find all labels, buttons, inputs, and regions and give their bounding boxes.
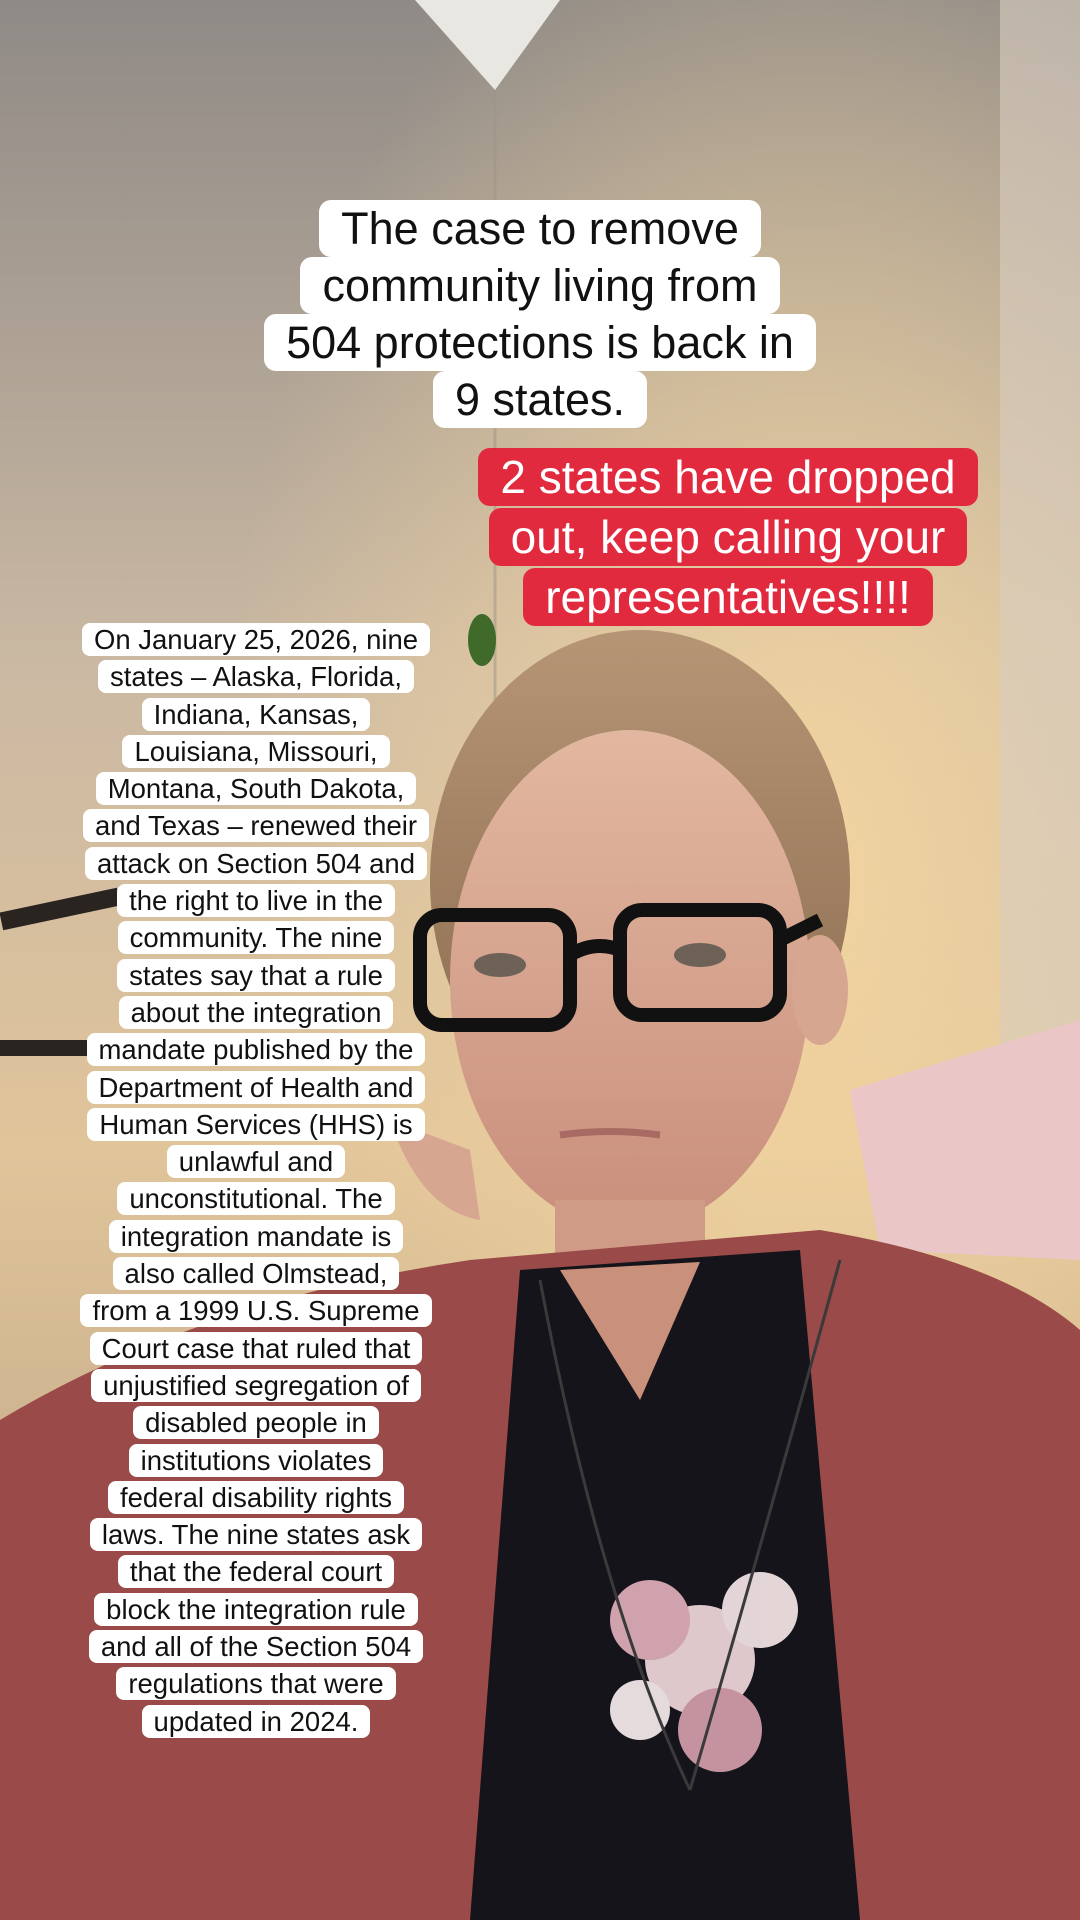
caption-line: and Texas – renewed their: [83, 809, 429, 842]
face: [450, 730, 810, 1230]
mouth: [560, 1132, 660, 1136]
caption-line: unconstitutional. The: [117, 1182, 394, 1215]
caption-line: institutions violates: [129, 1444, 384, 1477]
caption-line: 9 states.: [433, 371, 647, 428]
caption-line: unlawful and: [167, 1145, 345, 1178]
caption-line: community. The nine: [118, 921, 395, 954]
door-frame: [1000, 0, 1080, 1100]
caption-line: that the federal court: [118, 1555, 394, 1588]
caption-line: Louisiana, Missouri,: [122, 735, 389, 768]
caption-line: states say that a rule: [117, 959, 395, 992]
caption-line: Court case that ruled that: [90, 1332, 423, 1365]
caption-line: representatives!!!!: [523, 568, 933, 626]
caption-line: disabled people in: [133, 1406, 379, 1439]
title-caption: [240, 200, 840, 428]
caption-line: regulations that were: [116, 1667, 395, 1700]
caption-line: the right to live in the: [117, 884, 395, 917]
caption-line: community living from: [300, 257, 779, 314]
caption-line: integration mandate is: [109, 1220, 404, 1253]
caption-line: attack on Section 504 and: [85, 847, 427, 880]
alert-caption: [448, 447, 1008, 627]
caption-line: Department of Health and: [87, 1071, 426, 1104]
caption-line: Montana, South Dakota,: [96, 772, 417, 805]
body-caption: [55, 621, 457, 1740]
caption-line: federal disability rights: [108, 1481, 404, 1514]
caption-line: about the integration: [119, 996, 394, 1029]
caption-line: mandate published by the: [87, 1033, 426, 1066]
caption-line: unjustified segregation of: [91, 1369, 421, 1402]
caption-line: updated in 2024.: [142, 1705, 371, 1738]
caption-line: The case to remove: [319, 200, 761, 257]
ear: [792, 935, 848, 1045]
caption-line: 504 protections is back in: [264, 314, 816, 371]
caption-line: also called Olmstead,: [113, 1257, 400, 1290]
eye-right: [674, 943, 726, 967]
caption-line: from a 1999 U.S. Supreme: [80, 1294, 431, 1327]
eye-left: [474, 953, 526, 977]
caption-line: out, keep calling your: [489, 508, 968, 566]
caption-line: and all of the Section 504: [89, 1630, 423, 1663]
caption-line: On January 25, 2026, nine: [82, 623, 430, 656]
caption-line: Indiana, Kansas,: [142, 698, 371, 731]
caption-line: block the integration rule: [94, 1593, 418, 1626]
caption-line: states – Alaska, Florida,: [98, 660, 414, 693]
caption-line: 2 states have dropped: [478, 448, 977, 506]
caption-line: Human Services (HHS) is: [87, 1108, 424, 1141]
caption-line: laws. The nine states ask: [90, 1518, 422, 1551]
